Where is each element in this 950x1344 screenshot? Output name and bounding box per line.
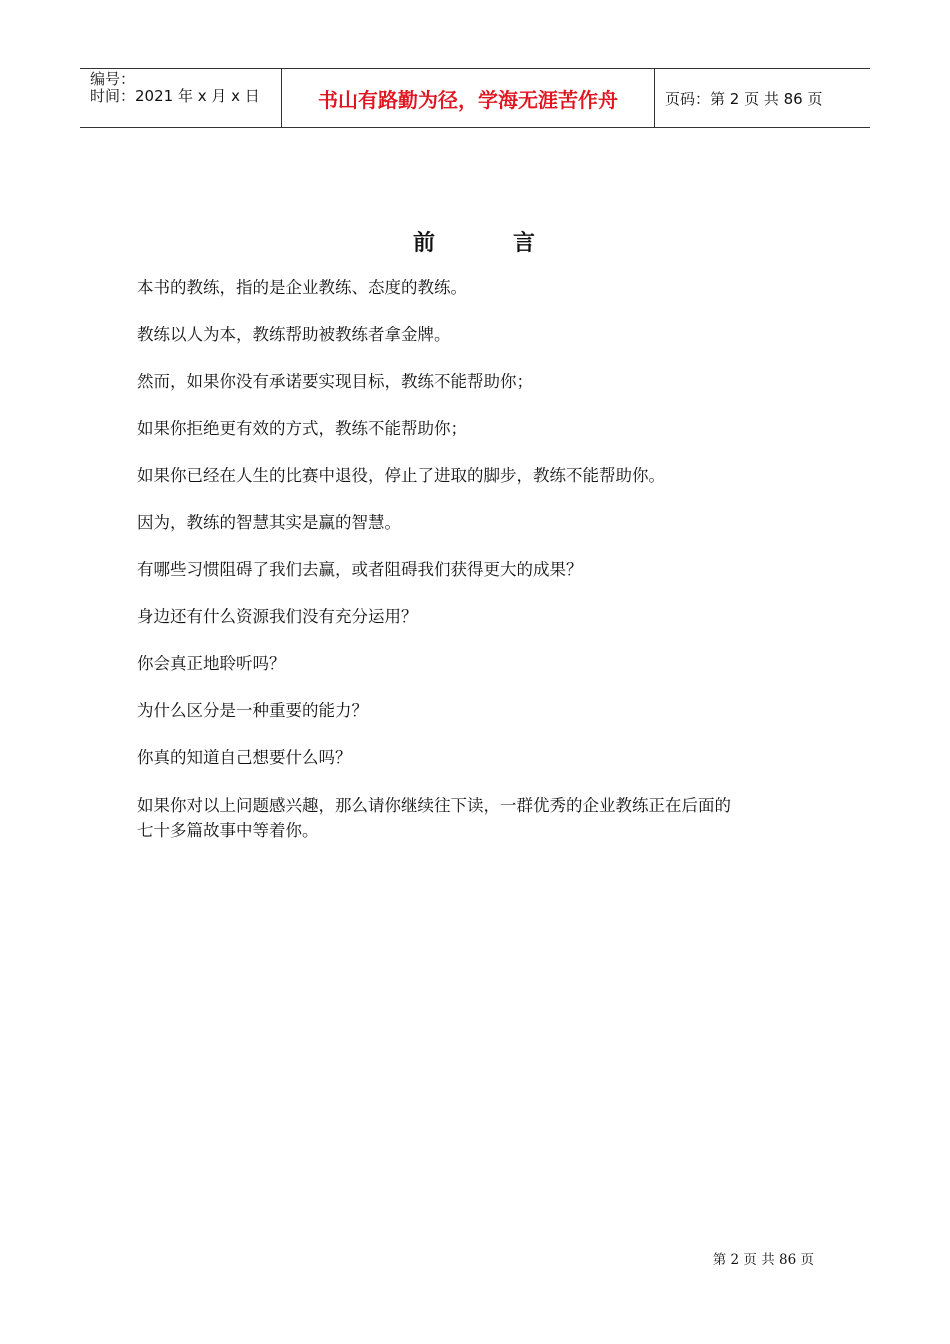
closing-paragraph xyxy=(137,793,827,843)
paragraph: 因为，教练的智慧其实是赢的智慧。 xyxy=(137,513,401,532)
document-time-label: 时间：2021 年 x 月 x 日 xyxy=(90,87,260,105)
title-char-1: 前 xyxy=(412,231,437,256)
paragraph: 如果你拒绝更有效的方式，教练不能帮助你； xyxy=(137,419,467,438)
paragraph: 本书的教练，指的是企业教练、态度的教练。 xyxy=(137,278,467,297)
closing-line-1: 如果你对以上问题感兴趣，那么请你继续往下读，一群优秀的企业教练正在后面的 xyxy=(137,796,731,815)
header-motto: 书山有路勤为径，学海无涯苦作舟 xyxy=(282,69,655,127)
paragraph: 教练以人为本，教练帮助被教练者拿金牌。 xyxy=(137,325,451,344)
page-footer-number: 第 2 页 共 86 页 xyxy=(712,1252,814,1268)
paragraph: 有哪些习惯阻碍了我们去赢，或者阻碍我们获得更大的成果？ xyxy=(137,560,583,579)
header-meta-cell xyxy=(80,69,282,127)
paragraph: 身边还有什么资源我们没有充分运用？ xyxy=(137,607,418,626)
page-header xyxy=(80,68,870,128)
paragraph: 为什么区分是一种重要的能力？ xyxy=(137,701,368,720)
title-char-2: 言 xyxy=(513,231,538,256)
paragraph: 你会真正地聆听吗？ xyxy=(137,654,286,673)
page-title xyxy=(0,226,950,257)
paragraph: 如果你已经在人生的比赛中退役，停止了进取的脚步，教练不能帮助你。 xyxy=(137,466,665,485)
paragraph: 你真的知道自己想要什么吗？ xyxy=(137,748,352,767)
closing-line-2: 七十多篇故事中等着你。 xyxy=(137,821,319,840)
paragraph: 然而，如果你没有承诺要实现目标，教练不能帮助你； xyxy=(137,372,533,391)
document-number-label: 编号： xyxy=(90,70,136,88)
preface-body xyxy=(137,276,827,866)
header-page-number: 页码：第 2 页 共 86 页 xyxy=(665,89,823,108)
